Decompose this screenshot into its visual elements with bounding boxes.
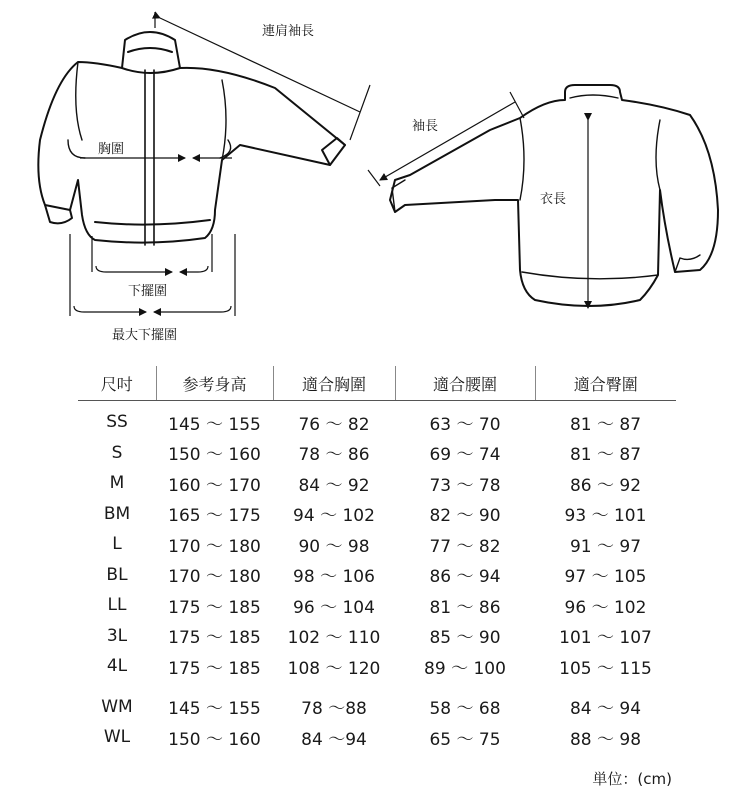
max-hem-label: 最大下擺圍: [112, 328, 178, 343]
size-cell: S: [111, 442, 123, 463]
chest-cell: 98 ～ 106: [293, 567, 375, 588]
waist-cell: 85 ～ 90: [429, 628, 501, 649]
size-cell: WL: [103, 727, 131, 748]
table-row: [78, 722, 676, 753]
header-height: 参考身高: [156, 366, 273, 401]
size-cell: WM: [101, 696, 133, 717]
table-row: [78, 621, 676, 652]
size-cell: SS: [106, 412, 128, 433]
height-cell: 150 ～ 160: [168, 445, 261, 466]
waist-cell: 77 ～ 82: [429, 536, 501, 557]
height-cell: 175 ～ 185: [168, 658, 261, 679]
jacket-illustration: [0, 0, 734, 355]
table-row: [78, 401, 676, 438]
chest-cell: 102 ～ 110: [287, 628, 381, 649]
hip-cell: 84 ～ 94: [569, 699, 642, 720]
table-header-row: [78, 366, 676, 401]
hip-cell: 93 ～ 101: [564, 506, 647, 527]
front-jacket: [38, 32, 345, 245]
waist-cell: 86 ～ 94: [429, 567, 501, 588]
waist-cell: 82 ～ 90: [429, 506, 501, 527]
chest-label: 胸圍: [98, 142, 125, 157]
chest-cell: 78 ～ 86: [298, 445, 370, 466]
hip-cell: 97 ～ 105: [564, 567, 647, 588]
height-cell: 150 ～ 160: [168, 729, 261, 750]
table-row: [78, 692, 676, 723]
size-cell: BL: [106, 564, 128, 585]
hip-cell: 86 ～ 92: [569, 475, 642, 496]
waist-cell: 58 ～ 68: [429, 699, 501, 720]
chest-cell: 90 ～ 98: [298, 536, 370, 557]
header-waist: 適合腰圍: [395, 366, 535, 401]
unit-note: 単位：(cm): [592, 770, 672, 788]
chest-cell: 84 ～ 92: [298, 475, 370, 496]
waist-cell: 69 ～ 74: [429, 445, 501, 466]
jacket-measurement-diagram: [0, 0, 734, 355]
height-cell: 145 ～ 155: [168, 699, 261, 720]
hip-cell: 105 ～ 115: [559, 658, 652, 679]
chest-cell: 84 ～94: [301, 729, 367, 750]
waist-cell: 65 ～ 75: [429, 729, 501, 750]
waist-cell: 63 ～ 70: [429, 414, 501, 435]
header-size: 尺吋: [78, 366, 156, 401]
shoulder-sleeve-length-label: 連肩袖長: [262, 24, 315, 39]
height-cell: 175 ～ 185: [168, 628, 261, 649]
chest-cell: 96 ～ 104: [293, 597, 375, 618]
chest-cell: 76 ～ 82: [298, 414, 370, 435]
size-cell: L: [112, 534, 122, 555]
table-spacer: [78, 682, 676, 692]
height-cell: 145 ～ 155: [168, 414, 261, 435]
table-row: [78, 560, 676, 591]
height-cell: 160 ～ 170: [168, 475, 261, 496]
waist-cell: 89 ～ 100: [424, 658, 506, 679]
table-row: [78, 499, 676, 530]
height-cell: 175 ～ 185: [168, 597, 261, 618]
table-row: [78, 438, 676, 469]
hip-cell: 101 ～ 107: [559, 628, 652, 649]
size-cell: 4L: [106, 656, 128, 677]
header-hip: 適合臀圍: [535, 366, 676, 401]
chest-cell: 108 ～ 120: [287, 658, 381, 679]
hip-cell: 91 ～ 97: [569, 536, 642, 557]
table-row: [78, 468, 676, 499]
size-cell: BM: [103, 503, 131, 524]
sleeve-length-label: 袖長: [412, 119, 439, 134]
hip-cell: 81 ～ 87: [569, 414, 642, 435]
table-row: [78, 590, 676, 621]
size-cell: LL: [107, 595, 127, 616]
hip-cell: 88 ～ 98: [569, 729, 642, 750]
waist-cell: 81 ～ 86: [429, 597, 501, 618]
height-cell: 165 ～ 175: [168, 506, 261, 527]
header-chest: 適合胸圍: [273, 366, 395, 401]
chest-cell: 94 ～ 102: [293, 506, 375, 527]
height-cell: 170 ～ 180: [168, 536, 261, 557]
height-cell: 170 ～ 180: [168, 567, 261, 588]
hem-label: 下擺圍: [128, 284, 168, 299]
chest-cell: 78 ～88: [301, 699, 367, 720]
table-row: [78, 529, 676, 560]
hip-cell: 81 ～ 87: [569, 445, 642, 466]
size-cell: 3L: [106, 625, 128, 646]
waist-cell: 73 ～ 78: [429, 475, 501, 496]
table-row: [78, 651, 676, 682]
size-cell: M: [109, 473, 125, 494]
size-chart-table: [78, 366, 676, 753]
body-length-label: 衣長: [540, 192, 567, 207]
hip-cell: 96 ～ 102: [564, 597, 647, 618]
